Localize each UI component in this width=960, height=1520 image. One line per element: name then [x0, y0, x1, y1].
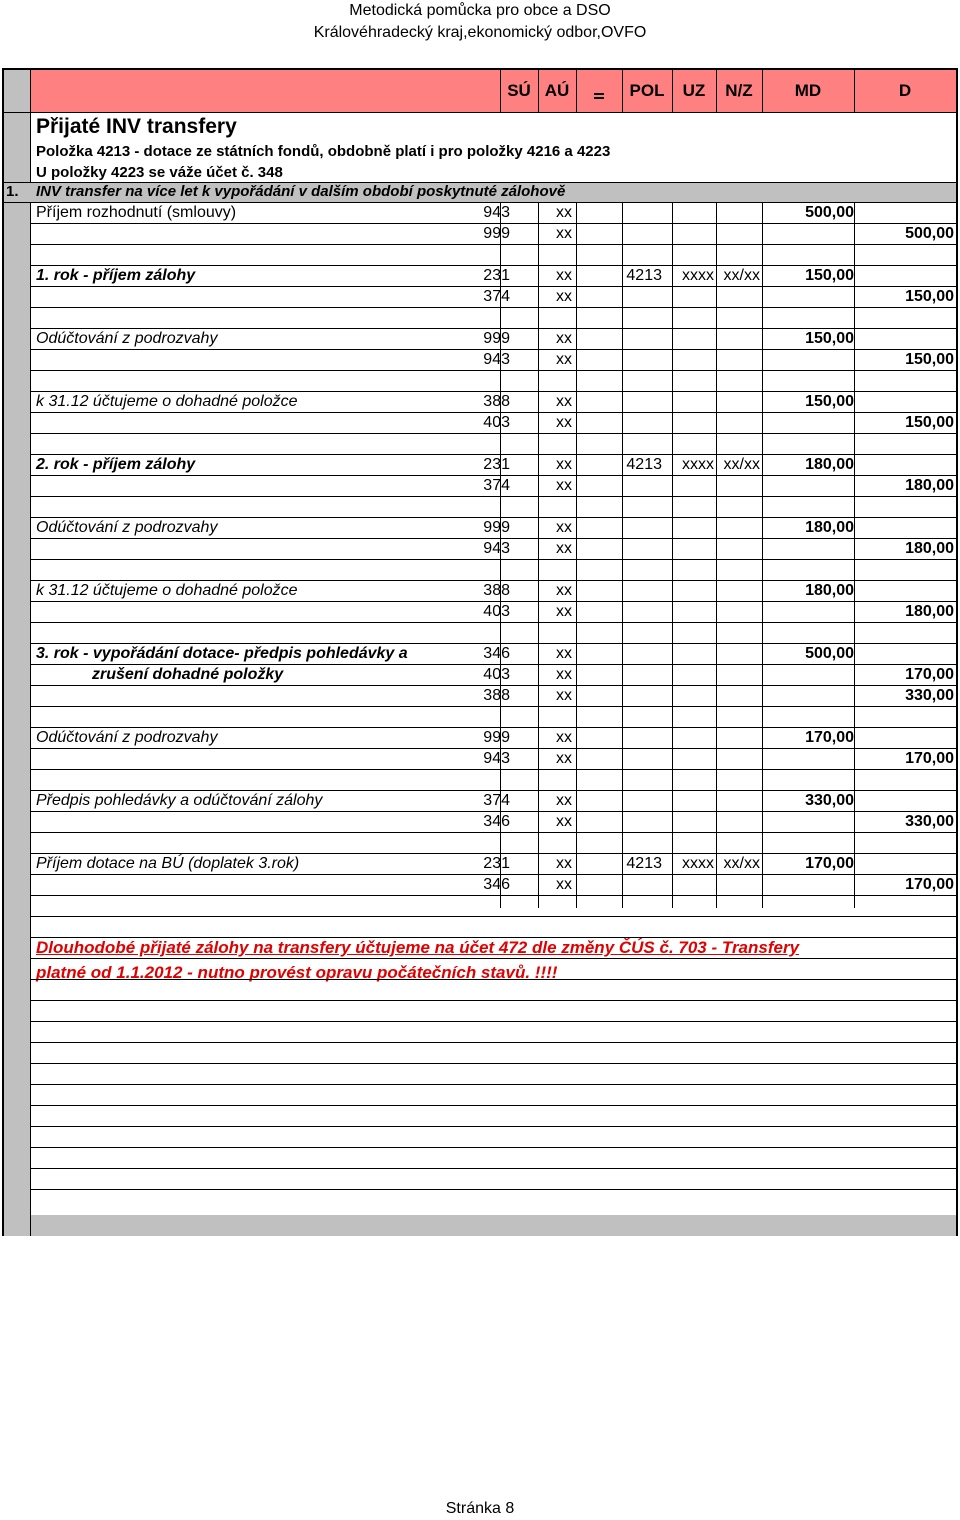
cell-au: xx [556, 204, 572, 221]
col-su: SÚ [507, 81, 531, 100]
row-gutter [4, 70, 30, 1236]
row-label: k 31.12 účtujeme o dohadné položce [36, 582, 298, 599]
cell-d: 150,00 [905, 414, 954, 431]
column-header-row [30, 70, 956, 112]
cell-pol: 4213 [626, 267, 662, 284]
cell-au: xx [556, 687, 572, 704]
cell-su: 999 [483, 519, 510, 536]
intro-line-1: Položka 4213 - dotace ze státních fondů, obdobně platí i pro položky 4216 a 4223 [36, 143, 611, 160]
cell-d: 170,00 [905, 876, 954, 893]
row-label: Odúčtování z podrozvahy [36, 729, 218, 746]
cell-d: 150,00 [905, 288, 954, 305]
col-nz: N/Z [725, 81, 753, 100]
cell-d: 150,00 [905, 351, 954, 368]
cell-uz: xxxx [682, 267, 714, 284]
cell-su: 374 [483, 792, 510, 809]
cell-au: xx [556, 666, 572, 683]
cell-uz: xxxx [682, 456, 714, 473]
cell-pol: 4213 [626, 855, 662, 872]
spreadsheet [2, 68, 958, 1236]
cell-su: 374 [483, 288, 510, 305]
cell-au: xx [556, 519, 572, 536]
col-pol: POL [629, 81, 665, 100]
cell-au: xx [556, 540, 572, 557]
cell-su: 943 [483, 750, 510, 767]
cell-d: 330,00 [905, 813, 954, 830]
cell-md: 170,00 [805, 729, 854, 746]
cell-su: 999 [483, 729, 510, 746]
cell-au: xx [556, 876, 572, 893]
cell-su: 388 [483, 393, 510, 410]
cell-au: xx [556, 414, 572, 431]
cell-au: xx [556, 351, 572, 368]
cell-md: 500,00 [805, 204, 854, 221]
cell-au: xx [556, 750, 572, 767]
row-label: Příjem dotace na BÚ (doplatek 3.rok) [36, 855, 300, 872]
note-line-2: platné od 1.1.2012 - nutno provést opravu počátečních stavů. !!!! [36, 963, 558, 982]
cell-au: xx [556, 645, 572, 662]
section-number: 1. [6, 183, 19, 200]
cell-d: 170,00 [905, 666, 954, 683]
cell-au: xx [556, 288, 572, 305]
cell-su: 388 [483, 582, 510, 599]
row-label: zrušení dohadné položky [92, 666, 284, 683]
row-label: 1. rok - příjem zálohy [36, 267, 196, 284]
cell-md: 330,00 [805, 792, 854, 809]
cell-au: xx [556, 456, 572, 473]
cell-su: 346 [483, 645, 510, 662]
cell-su: 943 [483, 204, 510, 221]
cell-d: 180,00 [905, 603, 954, 620]
page-title: Přijaté INV transfery [36, 115, 237, 138]
cell-au: xx [556, 267, 572, 284]
page-header [0, 0, 960, 44]
cell-au: xx [556, 813, 572, 830]
row-label: 2. rok - příjem zálohy [36, 456, 196, 473]
cell-md: 500,00 [805, 645, 854, 662]
cell-au: xx [556, 729, 572, 746]
cell-su: 999 [483, 330, 510, 347]
row-label: 3. rok - vypořádání dotace- předpis pohledávky a [36, 645, 408, 662]
cell-su: 403 [483, 666, 510, 683]
cell-su: 999 [483, 225, 510, 242]
cell-su: 374 [483, 477, 510, 494]
section-label: INV transfer na více let k vypořádání v dalším období poskytnuté zálohově [36, 183, 566, 200]
row-label: Odúčtování z podrozvahy [36, 330, 218, 347]
cell-nz: xx/xx [723, 855, 760, 872]
row-label: Předpis pohledávky a odúčtování zálohy [36, 792, 323, 809]
page-footer: Stránka 8 [445, 1500, 515, 1517]
col-d: D [898, 81, 912, 100]
col-au: AÚ [544, 81, 570, 100]
row-label: Odúčtování z podrozvahy [36, 519, 218, 536]
row-label: k 31.12 účtujeme o dohadné položce [36, 393, 298, 410]
cell-md: 180,00 [805, 519, 854, 536]
cell-su: 943 [483, 540, 510, 557]
cell-su: 346 [483, 876, 510, 893]
cell-md: 180,00 [805, 582, 854, 599]
cell-uz: xxxx [682, 855, 714, 872]
row-label: Příjem rozhodnutí (smlouvy) [36, 204, 237, 221]
cell-md: 180,00 [805, 456, 854, 473]
cell-su: 403 [483, 414, 510, 431]
cell-su: 346 [483, 813, 510, 830]
col-md: MD [794, 81, 822, 100]
bottom-gray-row [4, 1215, 956, 1236]
cell-au: xx [556, 225, 572, 242]
intro-line-2: U položky 4223 se váže účet č. 348 [36, 164, 283, 181]
cell-su: 388 [483, 687, 510, 704]
header-line-2: Královéhradecký kraj,ekonomický odbor,OVFO [313, 24, 647, 41]
cell-au: xx [556, 477, 572, 494]
header-line-1: Metodická pomůcka pro obce a DSO [349, 2, 611, 19]
cell-md: 150,00 [805, 393, 854, 410]
cell-d: 180,00 [905, 477, 954, 494]
cell-au: xx [556, 792, 572, 809]
cell-nz: xx/xx [723, 456, 760, 473]
note-line-1: Dlouhodobé přijaté zálohy na transfery účtujeme na účet 472 dle změny ČÚS č. 703 - Transfery [36, 938, 800, 957]
col-blank [576, 70, 622, 112]
cell-au: xx [556, 603, 572, 620]
cell-md: 170,00 [805, 855, 854, 872]
cell-d: 170,00 [905, 750, 954, 767]
cell-au: xx [556, 330, 572, 347]
cell-d: 500,00 [905, 225, 954, 242]
cell-au: xx [556, 582, 572, 599]
cell-d: 330,00 [905, 687, 954, 704]
cell-su: 231 [483, 267, 510, 284]
cell-pol: 4213 [626, 456, 662, 473]
cell-su: 231 [483, 855, 510, 872]
underscore-icon [592, 81, 606, 103]
cell-su: 403 [483, 603, 510, 620]
cell-nz: xx/xx [723, 267, 760, 284]
cell-su: 943 [483, 351, 510, 368]
cell-d: 180,00 [905, 540, 954, 557]
cell-md: 150,00 [805, 330, 854, 347]
cell-au: xx [556, 393, 572, 410]
cell-md: 150,00 [805, 267, 854, 284]
cell-au: xx [556, 855, 572, 872]
cell-su: 231 [483, 456, 510, 473]
col-uz: UZ [682, 81, 706, 100]
